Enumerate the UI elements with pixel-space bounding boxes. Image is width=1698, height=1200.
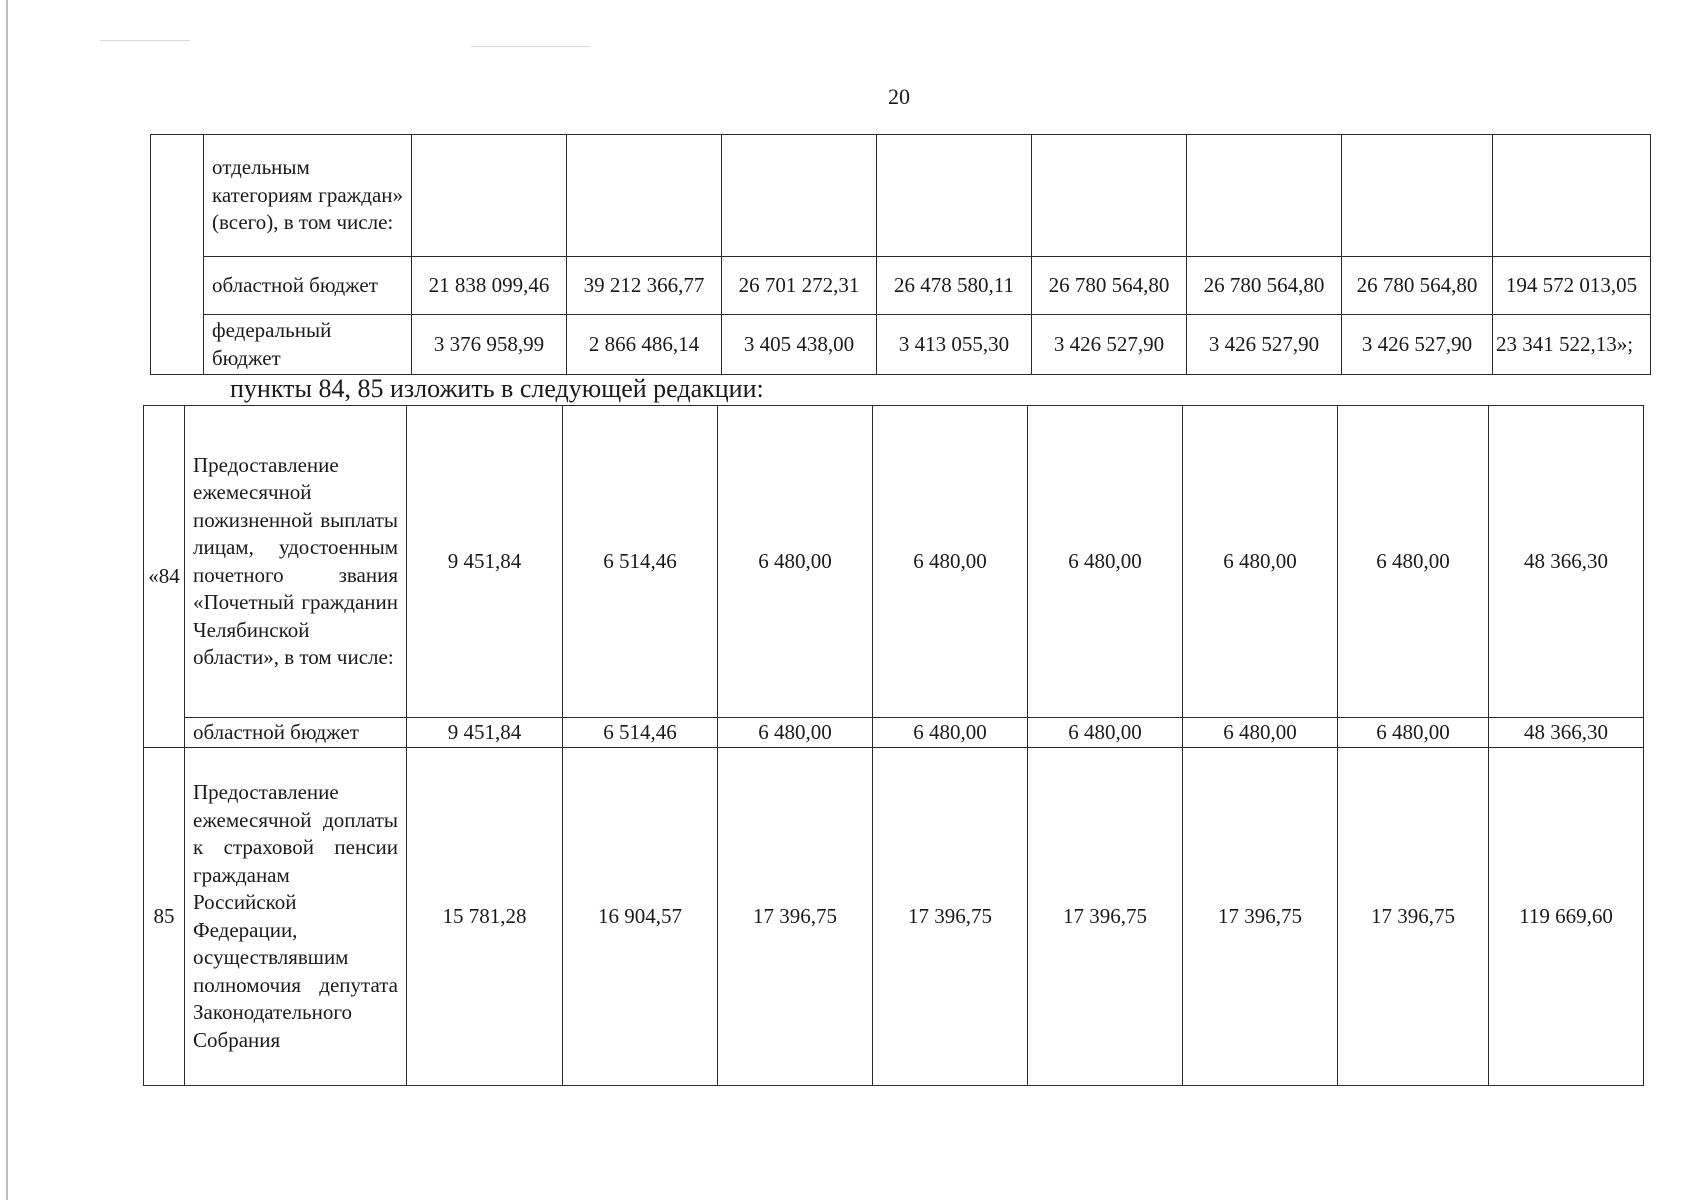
value-cell: 3 376 958,99: [412, 315, 567, 375]
row-index-cell: [151, 135, 204, 375]
scan-speck: [470, 46, 590, 47]
page-number: 20: [888, 84, 910, 109]
value-cell: 119 669,60: [1489, 748, 1644, 1086]
table-row: [151, 135, 1651, 257]
value-cell: 48 366,30: [1489, 718, 1644, 748]
value-cell: [567, 135, 722, 257]
table-row: [144, 718, 1644, 748]
table-row: [144, 406, 1644, 718]
row-label: областной бюджет: [204, 257, 412, 315]
table-row: [144, 748, 1644, 1086]
value-cell: 26 701 272,31: [722, 257, 877, 315]
value-cell: 9 451,84: [407, 718, 563, 748]
value-cell: 6 480,00: [1028, 406, 1183, 718]
value-cell: 6 514,46: [563, 718, 718, 748]
value-cell: [1342, 135, 1493, 257]
value-cell: 26 780 564,80: [1187, 257, 1342, 315]
value-cell: 26 478 580,11: [877, 257, 1032, 315]
value-cell: 9 451,84: [407, 406, 563, 718]
value-cell: 17 396,75: [873, 748, 1028, 1086]
value-cell: 2 866 486,14: [567, 315, 722, 375]
amendment-instruction: пункты 84, 85 изложить в следующей редакции:: [230, 374, 764, 403]
value-cell: 3 426 527,90: [1032, 315, 1187, 375]
value-cell: 6 480,00: [1338, 406, 1489, 718]
table-row: [151, 315, 1651, 375]
value-cell: 6 514,46: [563, 406, 718, 718]
item-number: 85: [144, 748, 185, 1086]
value-cell: 26 780 564,80: [1342, 257, 1493, 315]
value-cell: 15 781,28: [407, 748, 563, 1086]
value-cell: 21 838 099,46: [412, 257, 567, 315]
value-cell: [1493, 135, 1651, 257]
value-cell: 26 780 564,80: [1032, 257, 1187, 315]
value-cell: 3 426 527,90: [1187, 315, 1342, 375]
value-cell: 6 480,00: [718, 406, 873, 718]
value-cell: 194 572 013,05: [1493, 257, 1651, 315]
item-sub-label: областной бюджет: [185, 718, 407, 748]
budget-table-continuation: [150, 134, 1651, 375]
item-label: Предоставление ежемесячной пожизненной выплаты лицам, удостоенным почетного звания «Почетный гражданин Челябинской области», в том числе:: [185, 406, 407, 718]
value-cell: 23 341 522,13»;: [1493, 315, 1651, 375]
item-label: Предоставление ежемесячной доплаты к страховой пенсии гражданам Российской Федерации, осуществлявшим полномочия депутата Законодательного Собрания: [185, 748, 407, 1086]
value-cell: 6 480,00: [873, 718, 1028, 748]
value-cell: 3 405 438,00: [722, 315, 877, 375]
value-cell: 48 366,30: [1489, 406, 1644, 718]
item-number: «84: [144, 406, 185, 748]
scan-left-edge: [6, 0, 8, 1200]
value-cell: [722, 135, 877, 257]
value-cell: 6 480,00: [873, 406, 1028, 718]
value-cell: [1187, 135, 1342, 257]
value-cell: 17 396,75: [718, 748, 873, 1086]
scan-speck: [100, 40, 190, 41]
value-cell: [1032, 135, 1187, 257]
value-cell: 39 212 366,77: [567, 257, 722, 315]
value-cell: 6 480,00: [1338, 718, 1489, 748]
budget-table-new-items: [143, 405, 1644, 1086]
value-cell: 6 480,00: [1028, 718, 1183, 748]
value-cell: [412, 135, 567, 257]
row-label: отдельным категориям граждан» (всего), в том числе:: [204, 135, 412, 257]
row-label: федеральный бюджет: [204, 315, 412, 375]
value-cell: 6 480,00: [1183, 406, 1338, 718]
value-cell: 3 413 055,30: [877, 315, 1032, 375]
value-cell: [877, 135, 1032, 257]
table-row: [151, 257, 1651, 315]
value-cell: 17 396,75: [1338, 748, 1489, 1086]
value-cell: 17 396,75: [1183, 748, 1338, 1086]
value-cell: 17 396,75: [1028, 748, 1183, 1086]
value-cell: 6 480,00: [1183, 718, 1338, 748]
value-cell: 6 480,00: [718, 718, 873, 748]
value-cell: 16 904,57: [563, 748, 718, 1086]
value-cell: 3 426 527,90: [1342, 315, 1493, 375]
